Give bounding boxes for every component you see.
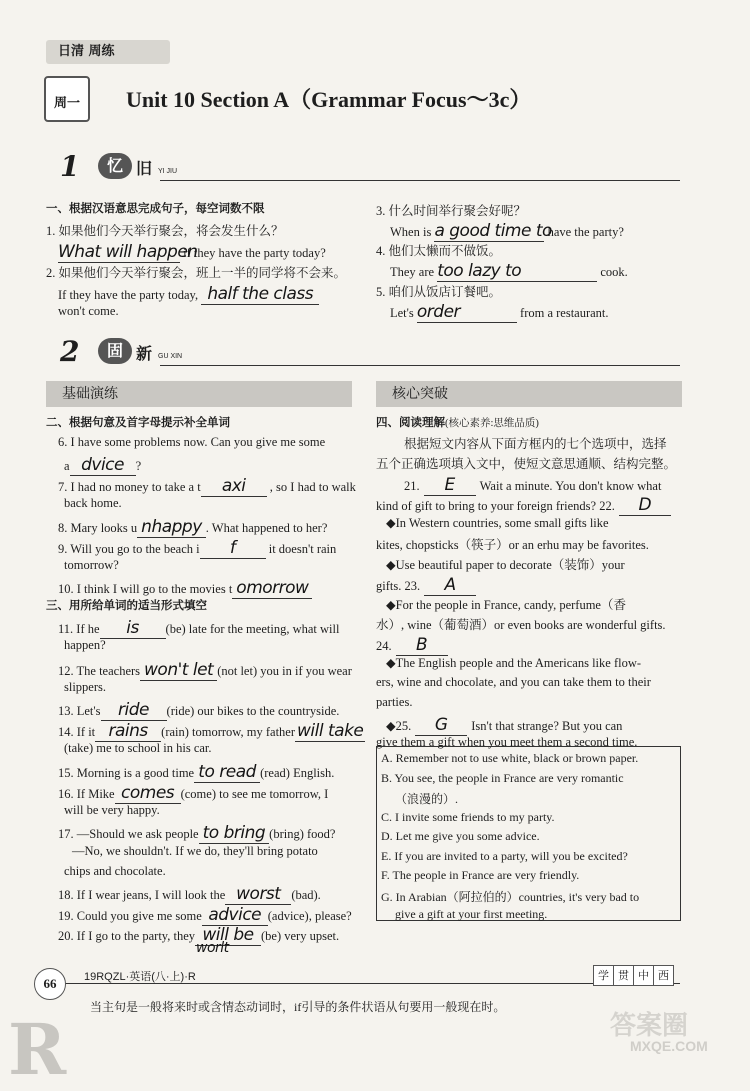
q3-en-a: When is <box>390 225 432 239</box>
right-answer-blank[interactable]: B <box>396 635 448 656</box>
q1-answer[interactable]: What will happen <box>58 242 198 262</box>
option-item: G. In Arabian（阿拉伯的）countries, it's very bad to <box>381 889 640 904</box>
left-line-10 <box>64 638 106 653</box>
left-line-text: 16. If Mike <box>58 787 115 801</box>
q5-en <box>390 302 609 323</box>
footer-badge-1: 学 <box>593 965 614 986</box>
left-line-13 <box>58 700 339 721</box>
part4-title-line <box>376 414 539 430</box>
left-line-tail: (not let) you in if you wear <box>217 664 352 678</box>
left-answer-blank[interactable]: to read <box>194 762 260 783</box>
right-line-4 <box>376 535 649 553</box>
left-line-1 <box>58 435 325 450</box>
left-line-tail: (be) very upset. <box>261 929 340 943</box>
section1-pill: 忆 <box>98 153 132 179</box>
right-line-tail: Isn't that strange? But you can <box>471 719 623 733</box>
left-line-text: 20. If I go to the party, they <box>58 929 195 943</box>
left-line-11 <box>58 660 352 681</box>
left-line-tail: (read) English. <box>260 766 335 780</box>
section1-pinyin: YI JIU <box>158 168 178 175</box>
left-line-12 <box>64 680 106 695</box>
left-line-2 <box>64 455 141 476</box>
right-line-7 <box>386 595 626 613</box>
header-tab: 日清 周练 <box>46 40 170 64</box>
left-line-text: will be very happy. <box>64 803 160 817</box>
right-line-3 <box>386 515 609 531</box>
q4-en <box>390 261 628 282</box>
right-answer-blank[interactable]: G <box>415 715 467 736</box>
left-line-21 <box>64 864 166 879</box>
right-line-11 <box>376 675 651 690</box>
left-line-tail: (be) late for the meeting, what will <box>165 622 340 636</box>
site-watermark: 答案圈 <box>610 1010 689 1040</box>
day-badge: 周一 <box>53 96 80 111</box>
q5-en-b: from a restaurant. <box>520 306 609 320</box>
q3-cn: 3. 什么时间举行聚会好呢？ <box>376 204 527 218</box>
left-line-23 <box>58 905 352 926</box>
q5-cn: 5. 咱们从饭店订餐吧。 <box>376 285 502 299</box>
right-line-8 <box>376 615 666 633</box>
right-line-text: kind of gift to bring to your foreign friends? 22. <box>376 499 615 513</box>
right-line-text: give them a gift when you meet them a second time. <box>376 735 638 749</box>
left-line-tail: . What happened to her? <box>205 521 328 535</box>
option-item: give a gift at your first meeting. <box>395 907 548 921</box>
left-answer-blank[interactable]: is <box>100 618 166 639</box>
right-column-head: 核心突破 <box>376 381 682 407</box>
footer-badge-2: 贯 <box>613 965 634 986</box>
q3-en-b: have the party? <box>547 225 624 239</box>
right-line-text: ers, wine and chocolate, and you can take them to their <box>376 675 651 689</box>
footer-badge-4: 西 <box>653 965 674 986</box>
right-line-tail: Wait a minute. You don't know what <box>479 479 662 493</box>
left-line-9 <box>58 618 339 639</box>
q5-en-a: Let's <box>390 306 414 320</box>
option-item: D. Let me give you some advice. <box>381 829 540 843</box>
q1-cn: 1. 如果他们今天举行聚会，将会发生什么？ <box>46 224 284 238</box>
right-intro-1: 根据短文内容从下面方框内的七个选项中，选择 <box>404 437 667 451</box>
right-intro-2: 五个正确选项填入文中，使短文意思通顺、结构完整。 <box>376 457 677 471</box>
option-item: F. The people in France are very friendly. <box>381 868 580 882</box>
left-answer-blank[interactable]: rains <box>95 721 161 742</box>
right-line-text: ◆In Western countries, some small gifts like <box>386 516 609 530</box>
right-line-text: gifts. 23. <box>376 579 421 593</box>
option-item: B. You see, the people in France are very romantic <box>381 770 624 785</box>
right-line-5 <box>386 555 625 573</box>
left-line-text: 14. If it <box>58 725 96 739</box>
right-line-6 <box>376 575 480 596</box>
section1-title: 旧 <box>136 159 153 178</box>
right-line-13 <box>386 715 622 736</box>
section2-rule <box>160 365 680 366</box>
right-line-text: 24. <box>376 639 392 653</box>
section2-title: 新 <box>136 344 153 363</box>
option-item: （浪漫的）. <box>395 792 459 806</box>
left-line-text: 12. The teachers <box>58 664 141 678</box>
part1-title: 一、根据汉语意思完成句子，每空词数不限 <box>46 203 265 215</box>
q4-en-b: cook. <box>600 265 628 279</box>
option-item: A. Remember not to use white, black or brown paper. <box>381 751 639 765</box>
q2-en <box>58 284 319 305</box>
footer-badge-3: 中 <box>633 965 654 986</box>
left-line-text: 19. Could you give me some <box>58 909 202 923</box>
q3-en <box>390 221 624 242</box>
right-line-12 <box>376 695 412 710</box>
left-answer-blank[interactable]: ride <box>101 700 167 721</box>
left-line-text: —No, we shouldn't. If we do, they'll bring potato <box>72 844 318 858</box>
left-line-tail: (bad). <box>291 888 321 902</box>
left-answer-blank[interactable]: will be <box>195 925 261 946</box>
left-line-22 <box>58 884 321 905</box>
left-line-text: (take) me to school in his car. <box>64 741 212 755</box>
left-line-tail: it doesn't rain <box>265 542 337 556</box>
right-line-1 <box>404 475 661 496</box>
left-answer-blank[interactable]: nhappy <box>137 517 206 538</box>
right-line-2 <box>376 495 675 516</box>
left-line-text: slippers. <box>64 680 107 694</box>
site-watermark-url: MXQE.COM <box>630 1038 708 1054</box>
left-answer-blank[interactable]: comes <box>115 783 181 804</box>
left-line-text: 9. Will you go to the beach i <box>58 542 200 556</box>
left-line-tail: (bring) food? <box>269 827 336 841</box>
part3-title: 三、用所给单词的适当形式填空 <box>46 600 207 612</box>
left-line-5 <box>58 517 327 538</box>
q2-en-b: won't come. <box>58 304 119 318</box>
right-line-text: ◆25. <box>386 719 412 733</box>
left-line-text: 7. I had no money to take a t <box>58 480 201 494</box>
q2-cn: 2. 如果他们今天举行聚会，班上一半的同学将不会来。 <box>46 266 347 280</box>
option-item: E. If you are invited to a party, will you be excited? <box>381 848 628 863</box>
left-line-4 <box>64 496 122 511</box>
right-line-text: parties. <box>376 695 413 709</box>
left-line-15 <box>64 741 212 756</box>
big-letter-watermark: R <box>8 1008 67 1091</box>
left-answer-blank[interactable]: f <box>200 538 266 559</box>
left-line-text: back home. <box>64 496 122 510</box>
part4-note: (核心素养:思维品质) <box>445 418 539 429</box>
left-line-text: 13. Let's <box>58 704 101 718</box>
left-answer-blank[interactable]: worst <box>225 884 291 905</box>
left-answer-blank[interactable]: advice <box>202 905 268 926</box>
footer-code: 19RQZL·英语(八·上)·R <box>84 971 196 983</box>
left-line-6 <box>58 538 336 559</box>
left-line-text: 10. I think I will go to the movies t <box>58 582 233 596</box>
left-line-8 <box>58 578 312 599</box>
q1-en-b: if they have the party today? <box>183 246 326 260</box>
left-line-text: chips and chocolate. <box>64 864 166 878</box>
right-answer-blank[interactable]: D <box>619 495 671 516</box>
right-line-text: ◆Use beautiful paper to decorate（装饰）your <box>386 558 625 572</box>
left-line-3 <box>58 476 356 497</box>
q1-en <box>58 242 326 263</box>
right-line-text: ◆For the people in France, candy, perfume（香 <box>386 598 626 612</box>
q2-en-a: If they have the party today, <box>58 288 199 302</box>
left-line-14 <box>58 721 365 742</box>
left-line-text: happen? <box>64 638 106 652</box>
section1-number: 1 <box>60 150 80 183</box>
right-line-text: ◆The English people and the Americans like flow- <box>386 656 642 670</box>
right-answer-blank[interactable]: A <box>424 575 476 596</box>
part2-title: 二、根据句意及首字母提示补全单词 <box>46 417 230 429</box>
right-line-text: 21. <box>404 479 420 493</box>
q3-answer[interactable]: a good time to <box>434 221 552 241</box>
footer-note: 当主句是一般将来时或含情态动词时，if引导的条件状语从句要用一般现在时。 <box>90 1000 506 1014</box>
left-line-tail: (come) to see me tomorrow, I <box>180 787 329 801</box>
q4-en-a: They are <box>390 265 435 279</box>
right-line-10 <box>386 655 641 671</box>
left-line-tail: (advice), please? <box>267 909 352 923</box>
left-line-20 <box>72 844 318 859</box>
right-line-text: 水）, wine（葡萄酒）or even books are wonderful gifts. <box>376 618 666 632</box>
q5-answer[interactable]: order <box>417 302 517 323</box>
section2-pill: 固 <box>98 338 132 364</box>
left-line-text: 6. I have some problems now. Can you give me some <box>58 435 326 449</box>
q4-cn: 4. 他们太懒而不做饭。 <box>376 244 502 258</box>
left-line-7 <box>64 558 119 573</box>
right-answer-blank[interactable]: E <box>424 475 476 496</box>
left-answer-blank[interactable]: axi <box>201 476 267 497</box>
section2-number: 2 <box>60 335 80 368</box>
left-column-head: 基础演练 <box>46 381 352 407</box>
option-item: C. I invite some friends to my party. <box>381 809 555 824</box>
left-line-16 <box>58 762 334 783</box>
options-box <box>376 746 681 921</box>
left-line-text: 11. If he <box>58 622 100 636</box>
left-answer-blank[interactable]: dvice <box>70 455 136 476</box>
left-line-text: 17. —Should we ask people <box>58 827 199 841</box>
page-number: 66 <box>34 968 66 1000</box>
part4-title: 四、阅读理解 <box>376 417 445 429</box>
left-line-17 <box>58 783 328 804</box>
left-answer-blank[interactable]: won't let <box>140 660 217 681</box>
left-line-text: a <box>64 459 70 473</box>
page-title: Unit 10 Section A（Grammar Focus～3c） <box>126 87 532 112</box>
section1-rule <box>160 180 680 181</box>
section2-pinyin: GU XIN <box>158 353 183 360</box>
left-line-tail: ? <box>135 459 142 473</box>
right-line-text: kites, chopsticks（筷子）or an erhu may be favorites. <box>376 538 649 552</box>
right-line-9 <box>376 635 452 656</box>
left-line-tail: (ride) our bikes to the countryside. <box>166 704 340 718</box>
left-line-text: 15. Morning is a good time <box>58 766 195 780</box>
calendar-icon <box>44 76 90 122</box>
q4-answer[interactable]: too lazy to <box>437 261 597 282</box>
left-line-18 <box>64 803 160 818</box>
left-line-19 <box>58 823 335 844</box>
left-line-text: 8. Mary looks u <box>58 521 138 535</box>
left-answer-blank[interactable]: to bring <box>199 823 270 844</box>
left-line-text: 18. If I wear jeans, I will look the <box>58 888 226 902</box>
q20-correction: worlt <box>196 940 229 956</box>
left-line-text: tomorrow? <box>64 558 119 572</box>
left-line-tail: (rain) tomorrow, my father <box>161 725 296 739</box>
left-answer-blank-2[interactable]: will take <box>297 721 364 741</box>
left-answer-blank[interactable]: omorrow <box>232 578 312 599</box>
left-line-tail: , so I had to walk <box>266 480 356 494</box>
q2-answer[interactable]: half the class <box>201 284 319 305</box>
